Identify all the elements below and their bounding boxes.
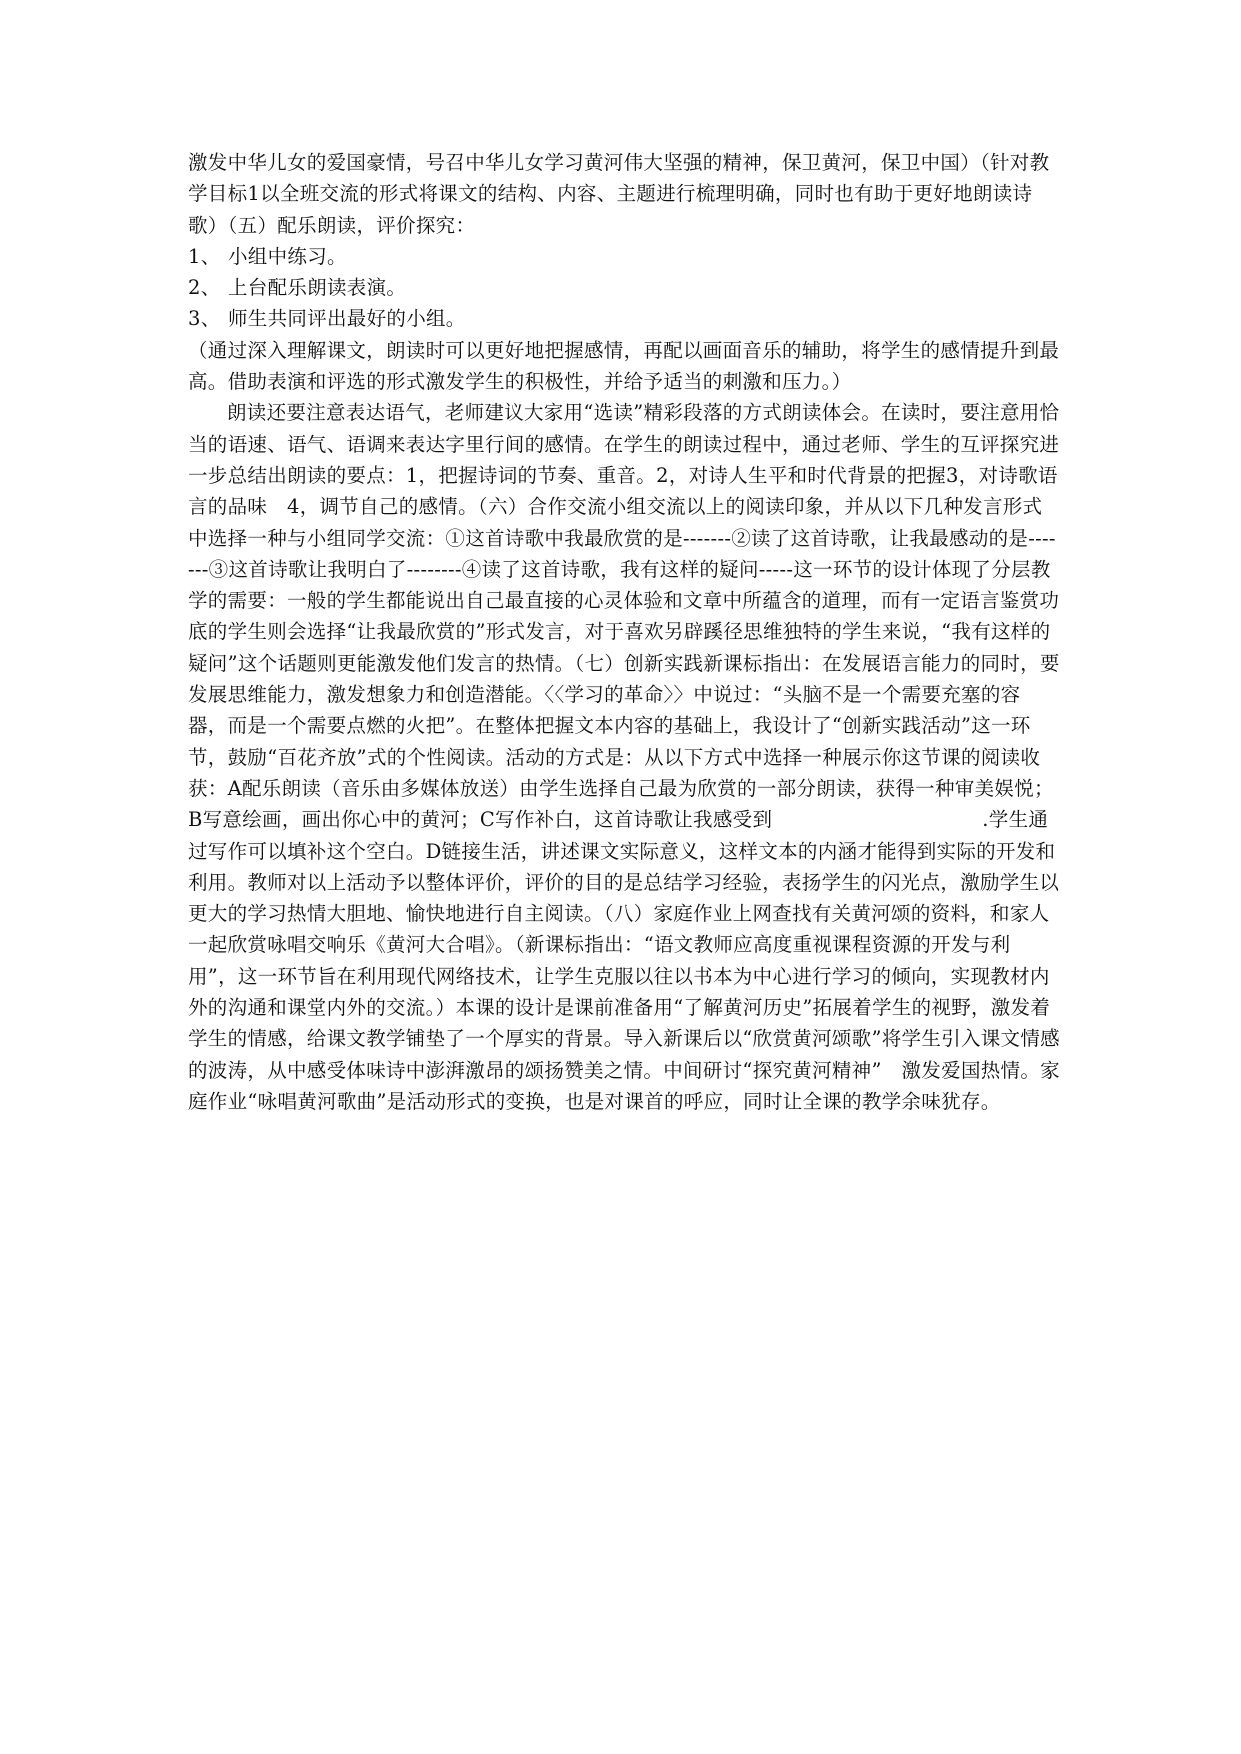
list-item-text: 师生共同评出最好的小组。 [228,307,466,331]
list-item-number: 3、 [188,307,221,331]
list-item-number: 2、 [188,276,221,300]
list-item [188,272,1060,303]
paragraph-main [188,397,1064,1117]
list-item [188,303,1060,334]
list-item-text: 上台配乐朗读表演。 [228,276,407,300]
paragraph-main-part-2: .学生通过写作可以填补这个空白。D链接生活，讲述课文实际意义，这样文本的内涵才能得到实际的开发和利用。教师对以上活动予以整体评价，评价的目的是总结学习经验，表扬学生的闪光点，激励学生以更大的学习热情大胆地、愉快地进行自主阅读。（八）家庭作业上网查找有关黄河颂的资料，和家人一起欣赏咏唱交响乐《黄河大合唱》。（新课标指出：“语文教师应高度重视课程资源的开发与利用”，这一环节旨在利用现代网络技术，让学生克服以往以书本为中心进行学习的倾向，实现教材内外的沟通和课堂内外的交流。）本课的设计是课前准备用“了解黄河历史”拓展着学生的视野，激发着学生的情感，给课文教学铺垫了一个厚实的背景。导入新课后以“欣赏黄河颂歌”将学生引入课文情感的波涛，从中感受体味诗中澎湃激昂的颂扬赞美之情。中间研讨“探究黄河精神” 激发爱国热情。家庭作业“咏唱黄河歌曲”是活动形式的变换，也是对课首的呼应，同时让全课的教学余味犹存。 [188,808,1060,1113]
list-item-number: 1、 [188,244,221,268]
list-item [188,241,1060,272]
paragraph-main-part-1: 朗读还要注意表达语气，老师建议大家用“选读”精彩段落的方式朗读体会。在读时，要注意用恰当的语速、语气、语调来表达字里行间的感情。在学生的朗读过程中，通过老师、学生的互评探究进一步总结出朗读的要点：1，把握诗词的节奏、重音。2，对诗人生平和时代背景的把握3，对诗歌语言的品味 4，调节自己的感情。（六）合作交流小组交流以上的阅读印象，并从以下几种发言形式中选择一种与小组同学交流：①这首诗歌中我最欣赏的是-------②读了这首诗歌，让我最感动的是-------③这首诗歌让我明白了--------④读了这首诗歌，我有这样的疑问-----这一环节的设计体现了分层教学的需要：一般的学生都能说出自己最直接的心灵体验和文章中所蕴含的道理，而有一定语言鉴赏功底的学生则会选择“让我最欣赏的”形式发言，对于喜欢另辟蹊径思维独特的学生来说，“我有这样的疑问”这个话题则更能激发他们发言的热情。（七）创新实践新课标指出：在发展语言能力的同时，要发展思维能力，激发想象力和创造潜能。〈〈学习的革命〉〉中说过：“头脑不是一个需要充塞的容器，而是一个需要点燃的火把”。在整体把握文本内容的基础上，我设计了“创新实践活动”这一环节，鼓励“百花齐放”式的个性阅读。活动的方式是：从以下方式中选择一种展示你这节课的阅读收获：A配乐朗读（音乐由多媒体放送）由学生选择自己最为欣赏的一部分朗读，获得一种审美娱悦； B写意绘画，画出你心中的黄河；C写作补白，这首诗歌让我感受到 [188,401,1064,832]
document-body [188,147,1064,1117]
paragraph-intro: 激发中华儿女的爱国豪情，号召中华儿女学习黄河伟大坚强的精神，保卫黄河，保卫中国）（针对教学目标1以全班交流的形式将课文的结构、内容、主题进行梳理明确，同时也有助于更好地朗读诗歌）（五）配乐朗读，评价探究： [188,151,1050,237]
list-item-text: 小组中练习。 [228,244,347,268]
paragraph-note: （通过深入理解课文，朗读时可以更好地把握感情，再配以画面音乐的辅助，将学生的感情提升到最高。借助表演和评选的形式激发学生的积极性，并给予适当的刺激和压力。） [188,338,1060,394]
